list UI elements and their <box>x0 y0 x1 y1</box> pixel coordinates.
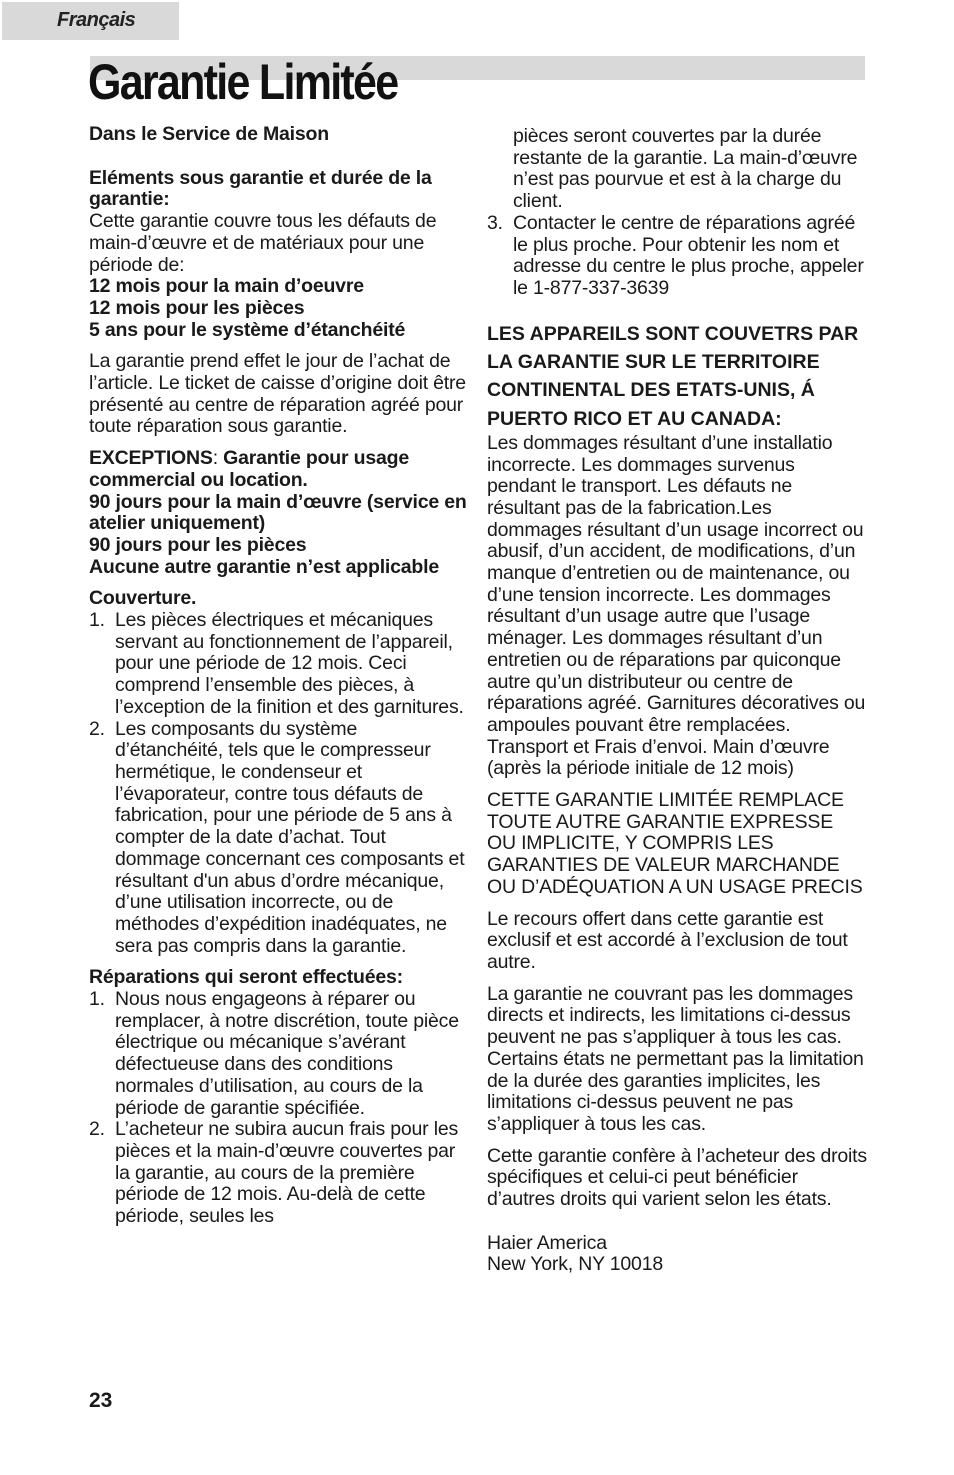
repairs-item-2 <box>89 1119 467 1228</box>
list-text: Les composants du système d’étanchéité, tels que le compresseur hermétique, le condenseur et l’évaporateur, contre tous défauts de fabrication, pour une période de 5 ans à compter de la date d’achat. Tout dommage concernant ces composants et résultant d'un abus d’ordre mécanique, d’une utilisation incorrecte, ou de méthodes d’expédition inadéquates, ne sera pas compris dans la garantie. <box>115 717 465 957</box>
limited-warranty-caps: CETTE GARANTIE LIMITÉE REMPLACE TOUTE AUTRE GARANTIE EXPRESSE OU IMPLICITE, Y COMPRIS LES GARANTIES DE VALEUR MARCHANDE OU D’ADÉQUATION A UN USAGE PRECIS <box>487 789 863 898</box>
list-text: Contacter le centre de réparations agréé le plus proche. Pour obtenir les nom et adresse du centre le plus proche, appeler le 1-877-337-3639 <box>513 211 864 299</box>
list-text: L’acheteur ne subira aucun frais pour les pièces et la main-d’œuvre couvertes par la garantie, au cours de la première période de 12 mois. Au-delà de cette période, seules les <box>115 1118 459 1228</box>
company-name: Haier America <box>487 1231 607 1254</box>
coverage-item-2 <box>89 719 467 958</box>
elements-heading: Eléments sous garantie et durée de la garantie: <box>89 166 432 211</box>
indirect-damages-text: La garantie ne couvrant pas les dommages directs et indirects, les limitations ci-dessus peuvent ne pas s’appliquer à tous les cas. Certains états ne permettant pas la limitation de la durée des garanties implicites, les limitations ci-dessus peuvent ne pas s’appliquer à tous les cas. <box>487 982 864 1135</box>
page-title: Garantie Limitée <box>88 54 398 110</box>
exclusions-text: Les dommages résultant d’une installatio incorrecte. Les dommages survenus pendant le transport. Les défauts ne résultant pas de la fabrication.Les dommages résultant d’un usage incorrect ou abusif, d’un accident, de modifications, d’un manque d’entretien ou de maintenance, ou d’une tension incorrecte. Les dommages résultant d’un usage autre que l’usage ménager. Les dommages résultant d’un entretien ou de réparations par quiconque autre qu’un distributeur ou centre de réparations agréé. Garnitures décoratives ou ampoules pouvant être remplacées. Transport et Frais d’envoi. Main d’œuvre (après la période initiale de 12 mois) <box>487 431 866 780</box>
repairs-continued: pièces seront couvertes par la durée restante de la garantie. La main-d’œuvre n’est pas pourvue et est à la charge du client. <box>513 125 858 213</box>
list-text: Nous nous engageons à réparer ou remplacer, à notre discrétion, toute pièce électrique ou mécanique s’avérant défectueuse dans des conditions normales d’utilisation, au cours de la période de garantie spécifiée. <box>115 988 459 1119</box>
list-text: Les pièces électriques et mécaniques servant au fonctionnement de l’appareil, pour une période de 12 mois. Ceci comprend l’ensemble des pièces, à l’exception de la finition et des garnitures. <box>115 609 464 718</box>
list-number: 1. <box>89 609 105 632</box>
coverage-heading: Couverture. <box>89 587 197 610</box>
coverage-item-1 <box>89 610 467 719</box>
service-heading: Dans le Service de Maison <box>89 123 329 145</box>
language-tab <box>2 2 179 40</box>
exceptions-block <box>89 448 467 578</box>
repairs-item-1 <box>89 989 467 1119</box>
territory-heading: LES APPAREILS SONT COUVETRS PAR LA GARANTIE SUR LE TERRITOIRE CONTINENTAL DES ETATS-UNIS, Á PUERTO RICO ET AU CANADA: <box>487 322 859 430</box>
exceptions-sep: : <box>212 447 224 470</box>
company-city: New York, NY 10018 <box>487 1253 663 1276</box>
duration-sealed-system: 5 ans pour le système d’étanchéité <box>89 318 406 341</box>
start-text: La garantie prend effet le jour de l’achat de l’article. Le ticket de caisse d’origine doit être présenté au centre de réparation agréé pour toute réparation sous garantie. <box>89 350 466 438</box>
exceptions-line-1: Garantie pour usage commercial ou location. <box>89 447 409 491</box>
duration-parts: 12 mois pour les pièces <box>89 296 305 319</box>
page-number: 23 <box>89 1389 113 1412</box>
list-number: 3. <box>487 211 503 234</box>
elements-text: Cette garantie couvre tous les défauts de main-d’œuvre et de matériaux pour une période de: <box>89 210 437 276</box>
duration-labor: 12 mois pour la main d’oeuvre <box>89 275 364 298</box>
left-column <box>89 124 467 1228</box>
exceptions-line-2: 90 jours pour la main d’œuvre (service en atelier uniquement) <box>89 490 467 535</box>
repairs-item-3 <box>487 213 867 300</box>
exceptions-line-4: Aucune autre garantie n’est applicable <box>89 555 439 578</box>
recourse-text: Le recours offert dans cette garantie est exclusif et est accordé à l’exclusion de tout autre. <box>487 907 848 973</box>
language-label: Français <box>57 9 136 31</box>
right-column <box>487 126 867 1276</box>
list-number: 2. <box>89 717 105 740</box>
rights-text: Cette garantie confère à l’acheteur des droits spécifiques et celui-ci peut bénéficier d’autres droits qui varient selon les états. <box>487 1144 867 1211</box>
list-number: 1. <box>89 988 105 1011</box>
exceptions-line-3: 90 jours pour les pièces <box>89 533 307 556</box>
repairs-heading: Réparations qui seront effectuées: <box>89 966 403 989</box>
exceptions-label: EXCEPTIONS <box>89 447 213 470</box>
list-number: 2. <box>89 1118 105 1141</box>
